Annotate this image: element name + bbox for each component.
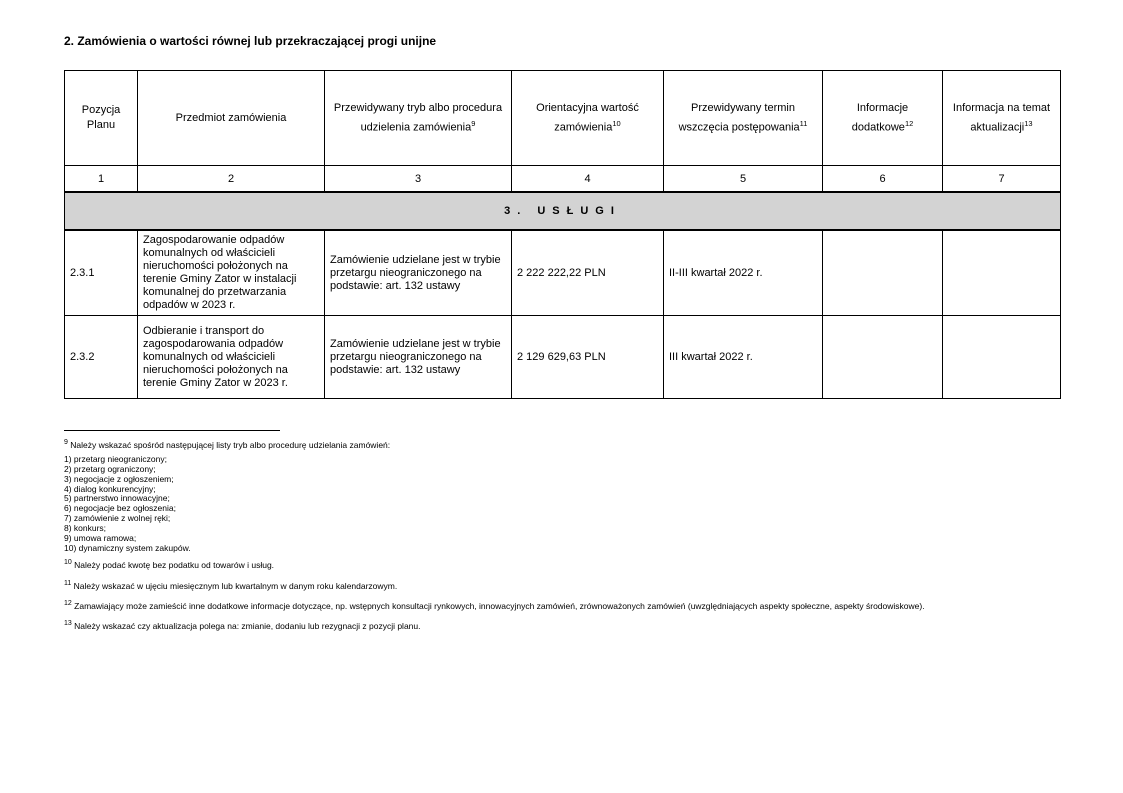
- footnote-list-item: 8) konkurs;: [64, 523, 107, 534]
- col-header-value: Orientacyjna wartość zamówienia$^{10}$: [512, 71, 664, 166]
- footnote-ref-12: 12: [904, 118, 914, 128]
- cell-position: 2.3.2: [65, 316, 138, 399]
- cell-update-info: [943, 316, 1061, 399]
- cell-update-info: [943, 230, 1061, 316]
- footnote-list-item: 6) negocjacje bez ogłoszenia;: [64, 503, 176, 514]
- col-header-procedure: Przewidywany tryb albo procedura udzielenia zamówienia$^9$: [325, 71, 512, 166]
- cell-term: III kwartał 2022 r.: [664, 316, 823, 399]
- table-row: [65, 316, 1061, 399]
- footnote-number: 13: [64, 620, 72, 628]
- cell-additional-info: [823, 316, 943, 399]
- col-header-subject: Przedmiot zamówienia: [138, 71, 325, 166]
- footnote-list-item: 4) dialog konkurencyjny;: [64, 483, 156, 494]
- footnote-ref-11: 11: [799, 118, 808, 128]
- col-header-update: Informacja na temat aktualizacji$^{13}$: [943, 71, 1061, 166]
- footnote-list-item: 10) dynamiczny system zakupów.: [64, 542, 191, 553]
- cell-procedure: Zamówienie udzielane jest w trybie przetargu nieograniczonego na podstawie: art. 132 ustawy: [325, 230, 512, 316]
- column-number: 2: [138, 166, 325, 193]
- col-header-position: Pozycja Planu: [65, 71, 138, 166]
- cell-value: 2 129 629,63 PLN: [512, 316, 664, 399]
- col-header-term: Przewidywany termin wszczęcia postępowania$^{11}$: [664, 71, 823, 166]
- footnote-list-item: 7) zamówienie z wolnej ręki;: [64, 513, 171, 524]
- cell-subject: Zagospodarowanie odpadów komunalnych od właścicieli nieruchomości położonych na terenie Gminy Zator w instalacji komunalnej do przetwarzania odpadów w 2023 r.: [138, 230, 325, 316]
- footnote-10: $^{10}$ Należy podać kwotę bez podatku od towarów i usług.: [64, 559, 275, 571]
- cell-value: 2 222 222,22 PLN: [512, 230, 664, 316]
- footnote-list-item: 3) negocjacje z ogłoszeniem;: [64, 473, 174, 484]
- footnote-12: $^{12}$ Zamawiający może zamieścić inne dodatkowe informacje dotyczące, np. wstępnych konsultacji rynkowych, innowacyjnych zamówień, zrównoważonych zamówień (uwzględniających aspekty społeczne, aspekty środowiskowe).: [64, 600, 925, 611]
- footnote-number: 10: [64, 559, 72, 567]
- section-header-label: 3. USŁUGI: [65, 192, 1061, 230]
- footnote-number: 9: [64, 439, 68, 446]
- procurement-plan-table: [64, 70, 1061, 399]
- footnote-13: $^{13}$ Należy wskazać czy aktualizacja polega na: zmianie, dodaniu lub rezygnacji z pozycji planu.: [64, 620, 421, 632]
- table-header-row: [65, 71, 1061, 166]
- cell-procedure: Zamówienie udzielane jest w trybie przetargu nieograniczonego na podstawie: art. 132 ustawy: [325, 316, 512, 399]
- footnote-list-item: 5) partnerstwo innowacyjne;: [64, 493, 170, 504]
- footnote-9-list: [64, 455, 1109, 554]
- column-number: 3: [325, 166, 512, 193]
- footnote-ref-13: 13: [1024, 118, 1033, 128]
- column-number: 6: [823, 166, 943, 193]
- footnote-number: 12: [64, 600, 72, 608]
- cell-position: 2.3.1: [65, 230, 138, 316]
- page-title: 2. Zamówienia o wartości równej lub przekraczającej progi unijne: [64, 34, 437, 48]
- cell-subject: Odbieranie i transport do zagospodarowania odpadów komunalnych od właścicieli nieruchomości położonych na terenie Gminy Zator w 2023 r.: [138, 316, 325, 399]
- footnote-11: $^{11}$ Należy wskazać w ujęciu miesięcznym lub kwartalnym w danym roku kalendarzowym.: [64, 579, 398, 591]
- footnote-ref-10: 10: [612, 118, 621, 128]
- footnote-9: $^9$ Należy wskazać spośród następującej listy tryb albo procedurę udzielania zamówień:: [64, 439, 391, 450]
- footnote-divider: [64, 430, 280, 431]
- cell-additional-info: [823, 230, 943, 316]
- footnotes-section: [64, 430, 1109, 640]
- column-number: 7: [943, 166, 1061, 193]
- section-header-row-uslugi: [65, 192, 1061, 230]
- column-number: 5: [664, 166, 823, 193]
- footnote-list-item: 2) przetarg ograniczony;: [64, 463, 156, 474]
- column-number: 4: [512, 166, 664, 193]
- footnote-number: 11: [64, 579, 72, 587]
- col-header-additional: Informacje dodatkowe$^{12}$: [823, 71, 943, 166]
- footnote-list-item: 9) umowa ramowa;: [64, 533, 137, 544]
- column-number-row: [65, 166, 1061, 193]
- table-row: [65, 230, 1061, 316]
- cell-term: II-III kwartał 2022 r.: [664, 230, 823, 316]
- footnote-ref-9: 9: [471, 118, 476, 128]
- footnote-list-item: 1) przetarg nieograniczony;: [64, 453, 168, 464]
- column-number: 1: [65, 166, 138, 193]
